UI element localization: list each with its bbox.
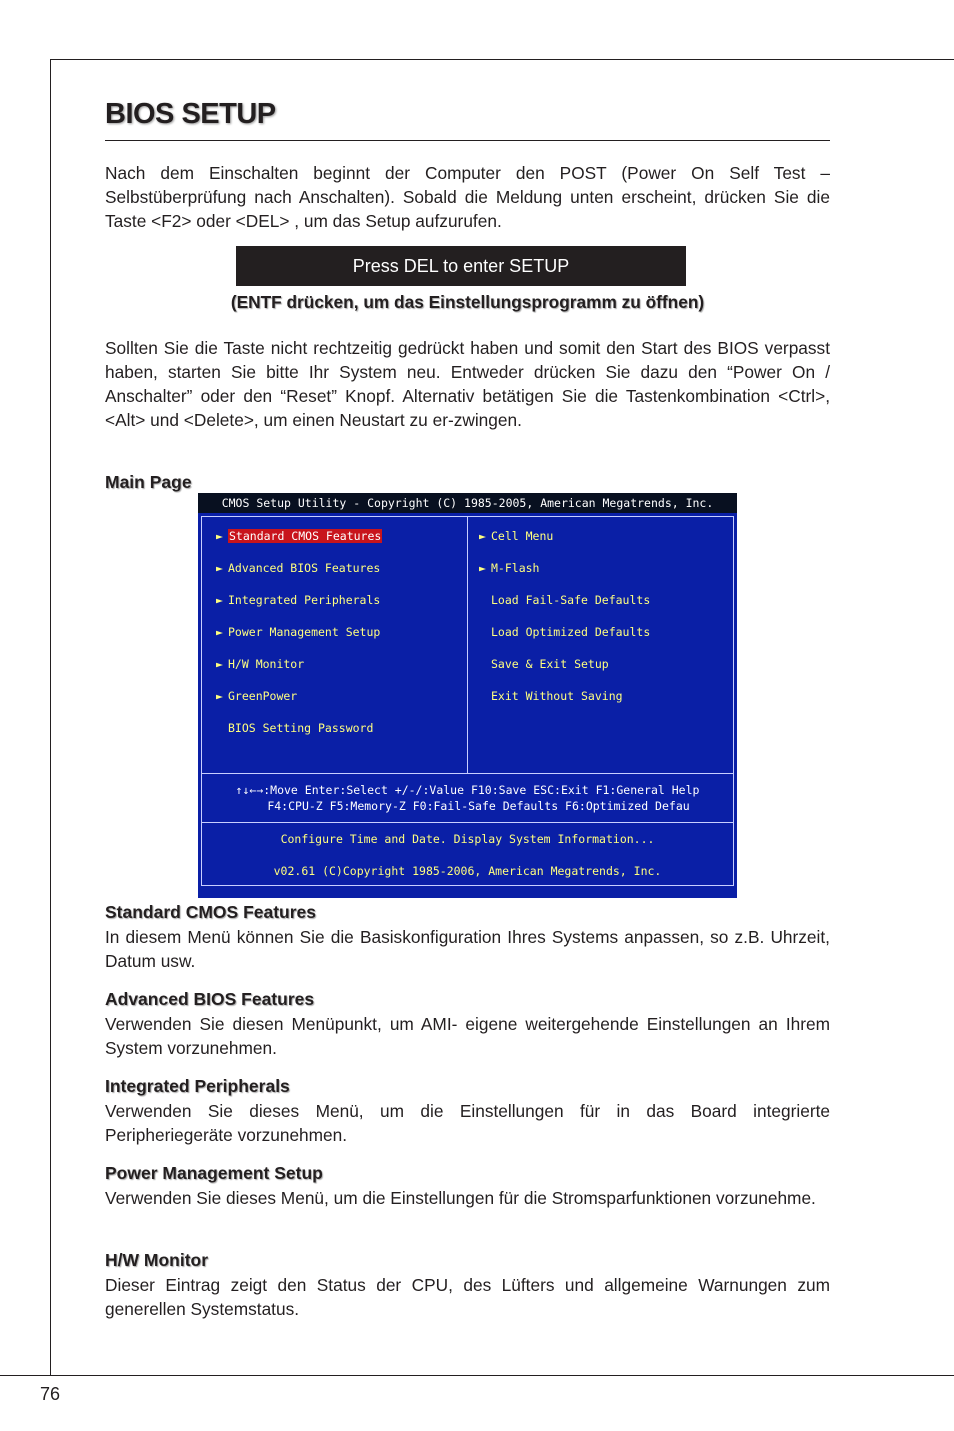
section-heading-integrated-peripherals: Integrated Peripherals: [105, 1076, 290, 1096]
bios-menu-power-management[interactable]: ► Power Management Setup: [216, 625, 381, 639]
bios-menu-load-optimized[interactable]: Load Optimized Defaults: [491, 625, 651, 639]
bios-help-line-1: ↑↓←→:Move Enter:Select +/-/:Value F10:Save ESC:Exit F1:General Help: [235, 783, 700, 797]
bios-menu-exit-without-saving[interactable]: Exit Without Saving: [491, 689, 623, 703]
arrow-right-icon: ►: [479, 529, 486, 543]
section-heading-power-management: Power Management Setup: [105, 1163, 323, 1183]
bios-menu-save-exit[interactable]: Save & Exit Setup: [491, 657, 609, 671]
arrow-right-icon: ►: [216, 657, 223, 671]
section-body-advanced-bios: Verwenden Sie diesen Menüpunkt, um AMI- eigene weitergehende Einstellungen an Ihrem System vorzunehmen.: [105, 1014, 830, 1058]
arrow-right-icon: ►: [216, 561, 223, 575]
arrow-right-icon: ►: [216, 593, 223, 607]
bios-menu-integrated-peripherals[interactable]: ► Integrated Peripherals: [216, 593, 381, 607]
bios-status-line: Configure Time and Date. Display System Information...: [280, 832, 655, 846]
bios-version-line: v02.61 (C)Copyright 1985-2006, American Megatrends, Inc.: [273, 864, 662, 878]
bios-menu-standard-cmos[interactable]: ► Standard CMOS Features: [216, 529, 382, 543]
arrow-right-icon: ►: [479, 561, 486, 575]
bios-menu-m-flash[interactable]: ► M-Flash: [479, 561, 540, 575]
bios-status-divider: [202, 822, 733, 823]
bios-menu-advanced-bios[interactable]: ► Advanced BIOS Features: [216, 561, 381, 575]
bios-help-divider: [202, 773, 733, 774]
bios-frame: [201, 516, 734, 886]
bios-screenshot: [198, 493, 737, 898]
section-body-integrated-peripherals: Verwenden Sie dieses Menü, um die Einstellungen für in das Board integrierte Peripheriegeräte vorzunehmen.: [105, 1101, 830, 1145]
bios-menu-hw-monitor[interactable]: ► H/W Monitor: [216, 657, 305, 671]
page-frame-bottom: [0, 1375, 954, 1376]
press-del-message: Press DEL to enter SETUP: [236, 246, 686, 286]
main-page-label: Main Page: [105, 472, 192, 492]
arrow-right-icon: ►: [216, 529, 223, 543]
page-frame-top: [50, 59, 954, 60]
section-body-power-management: Verwenden Sie dieses Menü, um die Einstellungen für die Stromsparfunktionen vorzunehme.: [105, 1188, 816, 1208]
section-body-standard-cmos: In diesem Menü können Sie die Basiskonfiguration Ihres Systems anpassen, so z.B. Uhrzeit, Datum usw.: [105, 927, 830, 971]
section-heading-standard-cmos: Standard CMOS Features: [105, 902, 317, 922]
press-del-caption: (ENTF drücken, um das Einstellungsprogramm zu öffnen): [230, 292, 705, 312]
bios-menu-bios-password[interactable]: BIOS Setting Password: [228, 721, 374, 735]
arrow-right-icon: ►: [216, 689, 223, 703]
section-heading-advanced-bios: Advanced BIOS Features: [105, 989, 315, 1009]
bios-help-line-2: F4:CPU-Z F5:Memory-Z F0:Fail-Safe Defaults F6:Optimized Defau: [267, 799, 690, 813]
page-title: BIOS SETUP: [105, 98, 276, 130]
page-frame-left: [50, 59, 51, 1375]
intro-paragraph-2: Sollten Sie die Taste nicht rechtzeitig gedrückt haben und somit den Start des BIOS verpasst haben, starten Sie bitte Ihr System neu. Entweder drücken Sie dazu den “Power On / Anschalter” oder den “Reset” Knopf. Alternativ betätigen Sie die Tastenkombination <Ctrl>, <Alt> und <Delete>, um einen Neustart zu er-zwingen.: [105, 338, 830, 430]
title-rule: [105, 140, 830, 141]
arrow-right-icon: ►: [216, 625, 223, 639]
bios-menu-cell-menu[interactable]: ► Cell Menu: [479, 529, 554, 543]
bios-column-divider: [467, 517, 468, 773]
bios-menu-load-fail-safe[interactable]: Load Fail-Safe Defaults: [491, 593, 651, 607]
intro-paragraph-1: Nach dem Einschalten beginnt der Computer den POST (Power On Self Test – Selbstüberprüfung nach Anschalten). Sobald die Meldung unten erscheint, drücken Sie die Taste <F2> oder <DEL> , um das Setup aufzurufen.: [105, 163, 830, 231]
page-number: 76: [40, 1384, 61, 1404]
section-body-hw-monitor: Dieser Eintrag zeigt den Status der CPU, des Lüfters und allgemeine Warnungen zum generellen Systemstatus.: [105, 1275, 830, 1319]
section-heading-hw-monitor: H/W Monitor: [105, 1250, 209, 1270]
bios-menu-greenpower[interactable]: ► GreenPower: [216, 689, 298, 703]
bios-title-bar: CMOS Setup Utility - Copyright (C) 1985-2005, American Megatrends, Inc.: [198, 493, 737, 513]
